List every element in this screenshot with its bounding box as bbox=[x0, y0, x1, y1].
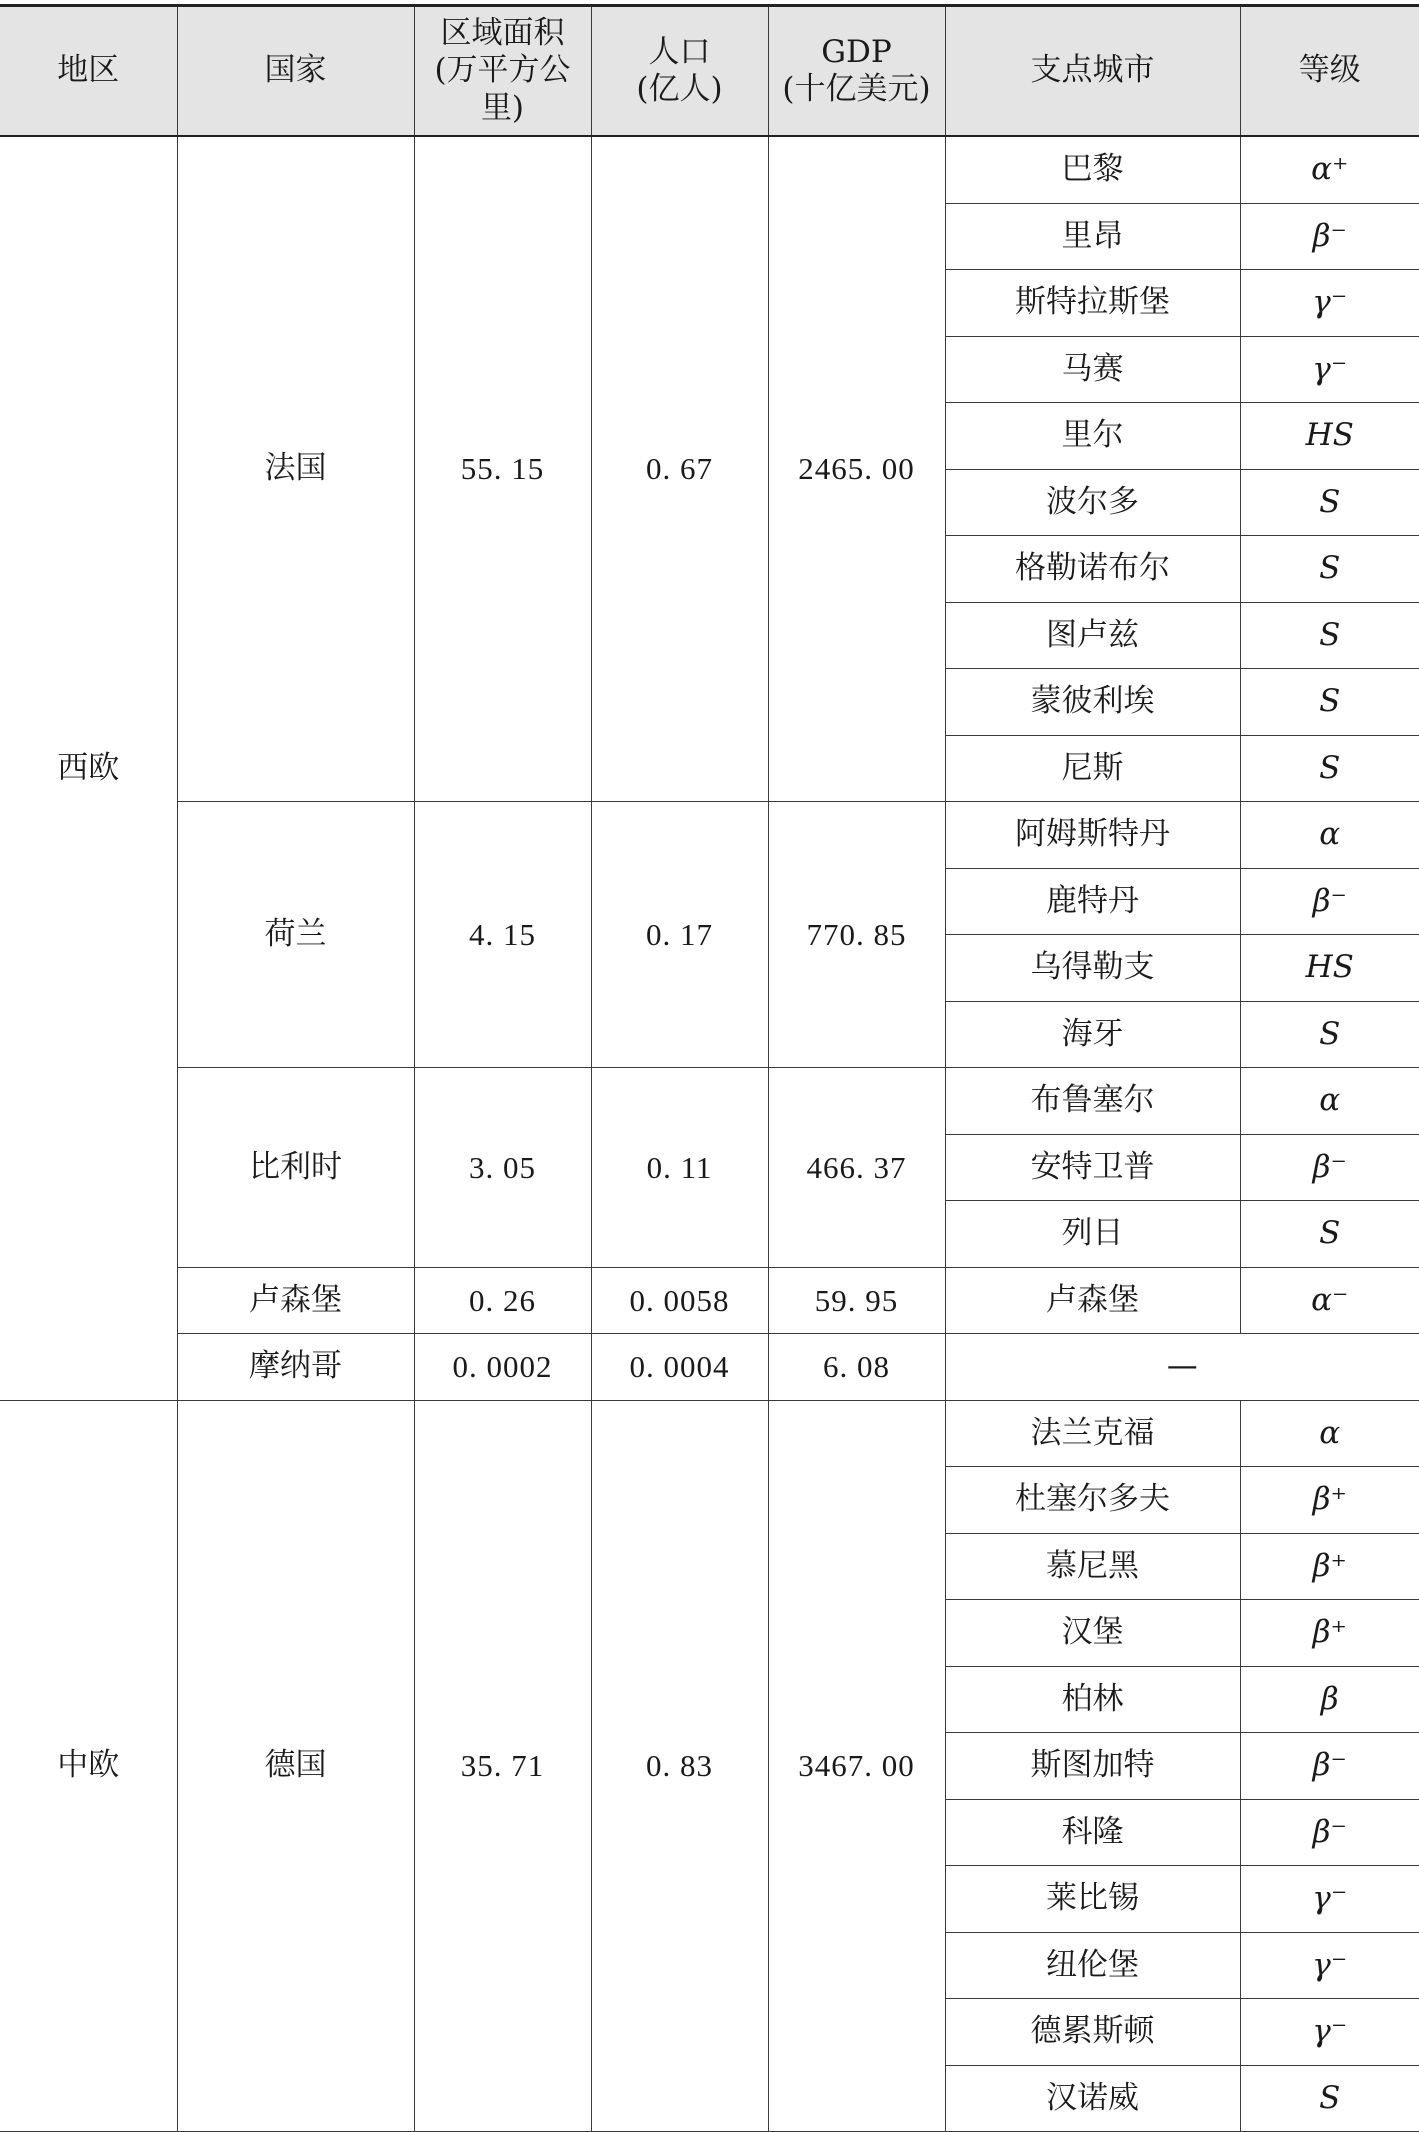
gdp-cell: 6. 08 bbox=[768, 1334, 945, 1401]
city-cell: 海牙 bbox=[945, 1001, 1240, 1068]
area-cell: 3. 05 bbox=[414, 1068, 591, 1268]
grade-cell: α bbox=[1240, 1068, 1419, 1135]
city-cell: 柏林 bbox=[945, 1666, 1240, 1733]
no-city-cell: — bbox=[945, 1334, 1419, 1401]
city-cell: 斯特拉斯堡 bbox=[945, 270, 1240, 337]
city-cell: 科隆 bbox=[945, 1799, 1240, 1866]
grade-cell: S bbox=[1240, 669, 1419, 736]
area-cell: 0. 0002 bbox=[414, 1334, 591, 1401]
city-cell: 鹿特丹 bbox=[945, 868, 1240, 935]
header-population-title: 人口 bbox=[648, 33, 711, 70]
city-cell: 里昂 bbox=[945, 203, 1240, 270]
population-cell: 0. 0058 bbox=[591, 1267, 768, 1334]
city-cell: 巴黎 bbox=[945, 136, 1240, 203]
city-cell: 卢森堡 bbox=[945, 1267, 1240, 1334]
table-header bbox=[0, 6, 1419, 137]
area-cell: 35. 71 bbox=[414, 1400, 591, 2132]
city-cell: 马赛 bbox=[945, 336, 1240, 403]
table-row bbox=[0, 136, 1419, 203]
region-cell: 西欧 bbox=[0, 136, 177, 1400]
grade-cell: S bbox=[1240, 602, 1419, 669]
grade-cell: β⁻ bbox=[1240, 203, 1419, 270]
grade-cell: β⁺ bbox=[1240, 1600, 1419, 1667]
country-cell: 比利时 bbox=[177, 1068, 414, 1268]
grade-cell: HS bbox=[1240, 403, 1419, 470]
header-gdp bbox=[768, 6, 945, 137]
population-cell: 0. 83 bbox=[591, 1400, 768, 2132]
header-grade: 等级 bbox=[1240, 6, 1419, 137]
city-cell: 汉堡 bbox=[945, 1600, 1240, 1667]
header-population bbox=[591, 6, 768, 137]
grade-cell: S bbox=[1240, 469, 1419, 536]
table-row bbox=[0, 1068, 1419, 1135]
city-cell: 阿姆斯特丹 bbox=[945, 802, 1240, 869]
city-cell: 安特卫普 bbox=[945, 1134, 1240, 1201]
city-cell: 格勒诺布尔 bbox=[945, 536, 1240, 603]
grade-cell: S bbox=[1240, 1201, 1419, 1268]
table-row bbox=[0, 802, 1419, 869]
header-area-title: 区域面积 bbox=[440, 15, 565, 52]
header-population-unit: (亿人) bbox=[636, 71, 723, 107]
gdp-cell: 2465. 00 bbox=[768, 136, 945, 802]
region-cell: 中欧 bbox=[0, 1400, 177, 2132]
grade-cell: β⁻ bbox=[1240, 1134, 1419, 1201]
header-city: 支点城市 bbox=[945, 6, 1240, 137]
gdp-cell: 59. 95 bbox=[768, 1267, 945, 1334]
grade-cell: β⁺ bbox=[1240, 1467, 1419, 1534]
grade-cell: β⁻ bbox=[1240, 1733, 1419, 1800]
table-row bbox=[0, 1400, 1419, 1467]
city-cell: 德累斯顿 bbox=[945, 1999, 1240, 2066]
country-cell: 德国 bbox=[177, 1400, 414, 2132]
header-row bbox=[0, 6, 1419, 137]
area-cell: 55. 15 bbox=[414, 136, 591, 802]
header-area bbox=[414, 6, 591, 137]
city-grade-table bbox=[0, 4, 1419, 2132]
city-cell: 莱比锡 bbox=[945, 1866, 1240, 1933]
city-cell: 纽伦堡 bbox=[945, 1932, 1240, 1999]
header-gdp-title: GDP bbox=[821, 33, 892, 70]
city-cell: 里尔 bbox=[945, 403, 1240, 470]
area-cell: 0. 26 bbox=[414, 1267, 591, 1334]
country-cell: 荷兰 bbox=[177, 802, 414, 1068]
city-cell: 法兰克福 bbox=[945, 1400, 1240, 1467]
grade-cell: HS bbox=[1240, 935, 1419, 1002]
city-cell: 列日 bbox=[945, 1201, 1240, 1268]
city-cell: 慕尼黑 bbox=[945, 1533, 1240, 1600]
city-cell: 尼斯 bbox=[945, 735, 1240, 802]
grade-cell: γ⁻ bbox=[1240, 336, 1419, 403]
header-region: 地区 bbox=[0, 6, 177, 137]
grade-cell: γ⁻ bbox=[1240, 1999, 1419, 2066]
population-cell: 0. 17 bbox=[591, 802, 768, 1068]
grade-cell: β bbox=[1240, 1666, 1419, 1733]
city-cell: 波尔多 bbox=[945, 469, 1240, 536]
city-cell: 乌得勒支 bbox=[945, 935, 1240, 1002]
header-area-unit: (万平方公里) bbox=[434, 52, 571, 126]
grade-cell: S bbox=[1240, 536, 1419, 603]
population-cell: 0. 11 bbox=[591, 1068, 768, 1268]
table-body bbox=[0, 136, 1419, 2132]
population-cell: 0. 67 bbox=[591, 136, 768, 802]
area-cell: 4. 15 bbox=[414, 802, 591, 1068]
grade-cell: S bbox=[1240, 1001, 1419, 1068]
country-cell: 法国 bbox=[177, 136, 414, 802]
grade-cell: γ⁻ bbox=[1240, 270, 1419, 337]
table-row bbox=[0, 1267, 1419, 1334]
city-cell: 杜塞尔多夫 bbox=[945, 1467, 1240, 1534]
gdp-cell: 3467. 00 bbox=[768, 1400, 945, 2132]
table-row bbox=[0, 1334, 1419, 1401]
header-gdp-unit: (十亿美元) bbox=[782, 71, 931, 107]
gdp-cell: 466. 37 bbox=[768, 1068, 945, 1268]
country-cell: 摩纳哥 bbox=[177, 1334, 414, 1401]
city-cell: 汉诺威 bbox=[945, 2065, 1240, 2132]
grade-cell: S bbox=[1240, 735, 1419, 802]
grade-cell: γ⁻ bbox=[1240, 1866, 1419, 1933]
grade-cell: α bbox=[1240, 802, 1419, 869]
city-cell: 斯图加特 bbox=[945, 1733, 1240, 1800]
grade-cell: S bbox=[1240, 2065, 1419, 2132]
grade-cell: α⁺ bbox=[1240, 136, 1419, 203]
header-country: 国家 bbox=[177, 6, 414, 137]
city-cell: 布鲁塞尔 bbox=[945, 1068, 1240, 1135]
population-cell: 0. 0004 bbox=[591, 1334, 768, 1401]
country-cell: 卢森堡 bbox=[177, 1267, 414, 1334]
grade-cell: β⁻ bbox=[1240, 868, 1419, 935]
city-cell: 图卢兹 bbox=[945, 602, 1240, 669]
grade-cell: β⁻ bbox=[1240, 1799, 1419, 1866]
grade-cell: α⁻ bbox=[1240, 1267, 1419, 1334]
grade-cell: γ⁻ bbox=[1240, 1932, 1419, 1999]
grade-cell: β⁺ bbox=[1240, 1533, 1419, 1600]
grade-cell: α bbox=[1240, 1400, 1419, 1467]
city-cell: 蒙彼利埃 bbox=[945, 669, 1240, 736]
gdp-cell: 770. 85 bbox=[768, 802, 945, 1068]
